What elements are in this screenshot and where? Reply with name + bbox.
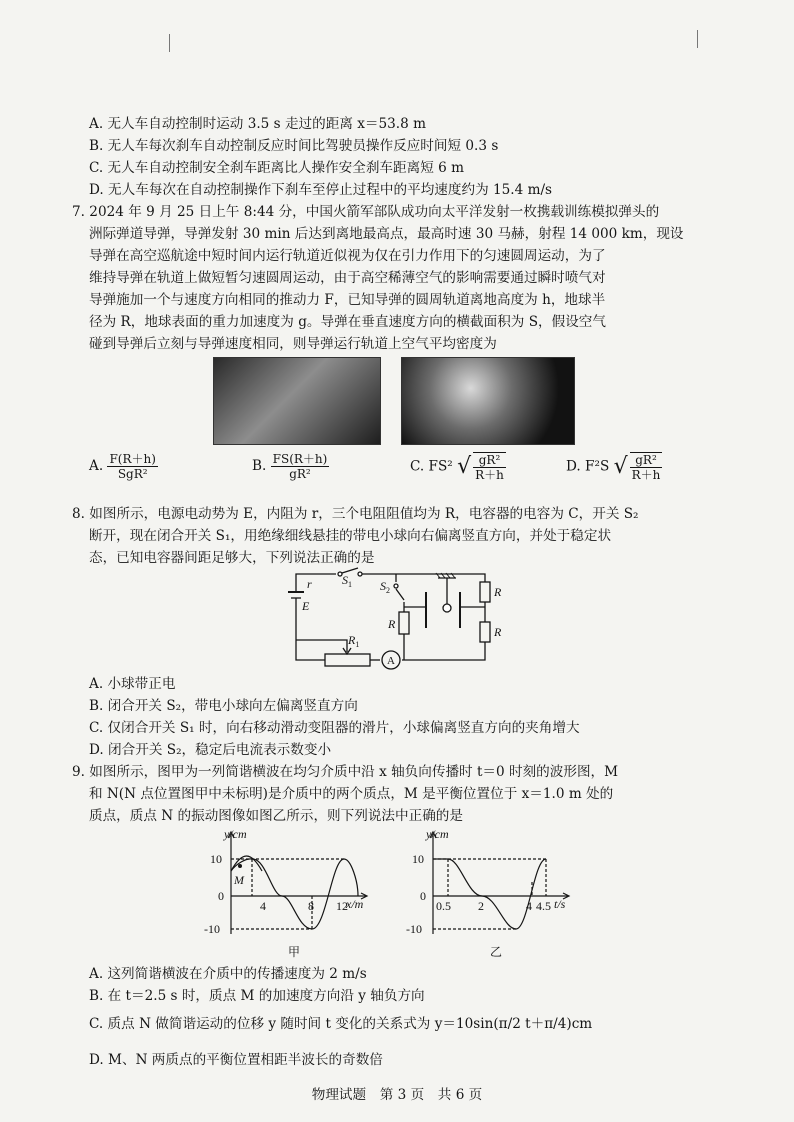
q6-option-b: B. 无人车每次刹车自动控制反应时间比驾驶员操作反应时间短 0.3 s — [89, 138, 499, 154]
q7-stem-line-2: 洲际弹道导弹，导弹发射 30 min 后达到离地最高点，最高时速 30 马赫，射程 14 000 km，现设 — [89, 226, 684, 242]
graph-b-caption: 乙 — [490, 945, 503, 959]
graph-b-xtick-2: 2 — [478, 899, 484, 913]
rheostat-label: $R_1$ — [348, 633, 360, 649]
q9-option-c-formula: (π/2 t＋π/4) — [493, 1016, 572, 1032]
ammeter-label: A — [387, 655, 395, 667]
resistor-left-label: R — [388, 617, 396, 631]
circuit-diagram — [280, 562, 510, 674]
graph-a-xtick-4: 4 — [260, 899, 266, 913]
q7-stem-line-7: 碰到导弹后立刻与导弹速度相同，则导弹运行轨道上空气平均密度为 — [89, 336, 497, 352]
q7-option-d: D. F²S √ $\frac{\text{gR²}}{R+h}$ — [566, 453, 661, 482]
q9-stem-line-1: 9. 如图所示，图甲为一列简谐横波在均匀介质中沿 x 轴负向传播时 t＝0 时刻的波形图，M — [72, 764, 619, 780]
vibration-graph-b — [398, 826, 578, 962]
point-m-label: M — [234, 873, 244, 887]
switch-s2-label: $S_2$ — [380, 579, 390, 595]
q6-option-d: D. 无人车每次在自动控制操作下刹车至停止过程中的平均速度约为 15.4 m/s — [89, 182, 553, 198]
graph-a-ytick-10: 10 — [210, 852, 222, 866]
q8-stem-line-1: 8. 如图所示，电源电动势为 E，内阻为 r，三个电阻阻值均为 R，电容器的电容为 C，开关 S₂ — [72, 506, 639, 522]
q9-option-a: A. 这列简谐横波在介质中的传播速度为 2 m/s — [89, 966, 367, 982]
q9-option-d: D. M、N 两质点的平衡位置相距半波长的奇数倍 — [89, 1052, 383, 1068]
graph-b-ylabel: y/cm — [426, 827, 449, 841]
graph-a-ylabel: y/cm — [224, 827, 247, 841]
q9-option-c — [89, 1014, 592, 1034]
q8-option-b: B. 闭合开关 S₂，带电小球向左偏离竖直方向 — [89, 698, 358, 714]
missile-flight-photo — [401, 357, 575, 445]
q9-stem-line-2: 和 N(N 点位置图甲中未标明)是介质中的两个质点，M 是平衡位置位于 x＝1.0 m 处的 — [89, 786, 614, 802]
q7-stem-line-5: 导弹施加一个与速度方向相同的推动力 F，已知导弹的圆周轨道离地高度为 h，地球半 — [89, 292, 606, 308]
q9-stem-line-3: 质点，质点 N 的振动图像如图乙所示，则下列说法中正确的是 — [89, 808, 463, 824]
graph-b-ytick-10: 10 — [412, 852, 424, 866]
q7-option-c: C. FS² √ $\frac{\text{gR²}}{R+h}$ — [410, 453, 504, 482]
graph-a-xlabel: x/m — [346, 897, 364, 911]
graph-b-xtick-0-5: 0.5 — [436, 899, 451, 913]
emf-label: E — [302, 599, 310, 613]
q9-option-c-unit: cm — [571, 1016, 593, 1032]
resistor-top-label: R — [494, 585, 502, 599]
internal-resistance-label: r — [307, 577, 312, 591]
binding-mark-right — [697, 30, 698, 48]
q8-option-a: A. 小球带正电 — [89, 676, 176, 692]
graph-a-xtick-8: 8 — [308, 899, 314, 913]
q6-option-a: A. 无人车自动控制时运动 3.5 s 走过的距离 x＝53.8 m — [89, 116, 426, 132]
missile-launch-photo — [213, 357, 381, 445]
binding-mark-left — [169, 34, 170, 52]
q7-stem-line-3: 导弹在高空巡航途中短时间内运行轨道近似视为仅在引力作用下的匀速圆周运动，为了 — [89, 248, 606, 264]
q8-stem-line-3: 态，已知电容器间距足够大，下列说法正确的是 — [89, 550, 375, 566]
q7-stem-line-1: 7. 2024 年 9 月 25 日上午 8:44 分，中国火箭军部队成功向太平洋发射一枚携载训练模拟弹头的 — [72, 204, 660, 220]
resistor-bottom-label: R — [494, 625, 502, 639]
graph-a-caption: 甲 — [288, 945, 301, 959]
q8-option-c: C. 仅闭合开关 S₁ 时，向右移动滑动变阻器的滑片，小球偏离竖直方向的夹角增大 — [89, 720, 580, 736]
q8-option-d: D. 闭合开关 S₂，稳定后电流表示数变小 — [89, 742, 332, 758]
graph-a-ytick-neg10: -10 — [204, 922, 220, 936]
graph-b-ytick-0: 0 — [420, 889, 426, 903]
q7-stem-line-4: 维持导弹在轨道上做短暂匀速圆周运动，由于高空稀薄空气的影响需要通过瞬时喷气对 — [89, 270, 606, 286]
switch-s1-label: $S_1$ — [342, 573, 352, 589]
q6-option-c: C. 无人车自动控制安全刹车距离比人操作安全刹车距离短 6 m — [89, 160, 464, 176]
q7-stem-line-6: 径为 R，地球表面的重力加速度为 g。导弹在垂直速度方向的横截面积为 S，假设空气 — [89, 314, 606, 330]
q9-option-b: B. 在 t＝2.5 s 时，质点 M 的加速度方向沿 y 轴负方向 — [89, 988, 425, 1004]
wave-graph-a — [196, 826, 376, 962]
graph-b-xtick-4-5: 4.5 — [536, 899, 551, 913]
graph-b-ytick-neg10: -10 — [406, 922, 422, 936]
q7-option-b: B. $\frac{FS(R+h)}{\text{gR²}}$ — [252, 452, 328, 481]
q8-stem-line-2: 断开，现在闭合开关 S₁，用绝缘细线悬挂的带电小球向右偏离竖直方向，并处于稳定状 — [89, 528, 612, 544]
graph-a-xtick-12: 12 — [336, 899, 348, 913]
graph-b-xlabel: t/s — [554, 897, 566, 911]
q9-option-c-text: C. 质点 N 做简谐运动的位移 y 随时间 t 变化的关系式为 y＝10sin — [89, 1016, 494, 1032]
graph-b-xtick-4: 4 — [526, 899, 532, 913]
q7-option-a: A. $\frac{F(R+h)}{\text{SgR²}}$ — [89, 452, 156, 481]
graph-a-ytick-0: 0 — [218, 889, 224, 903]
page-footer: 物理试题 第 3 页 共 6 页 — [311, 1087, 483, 1103]
